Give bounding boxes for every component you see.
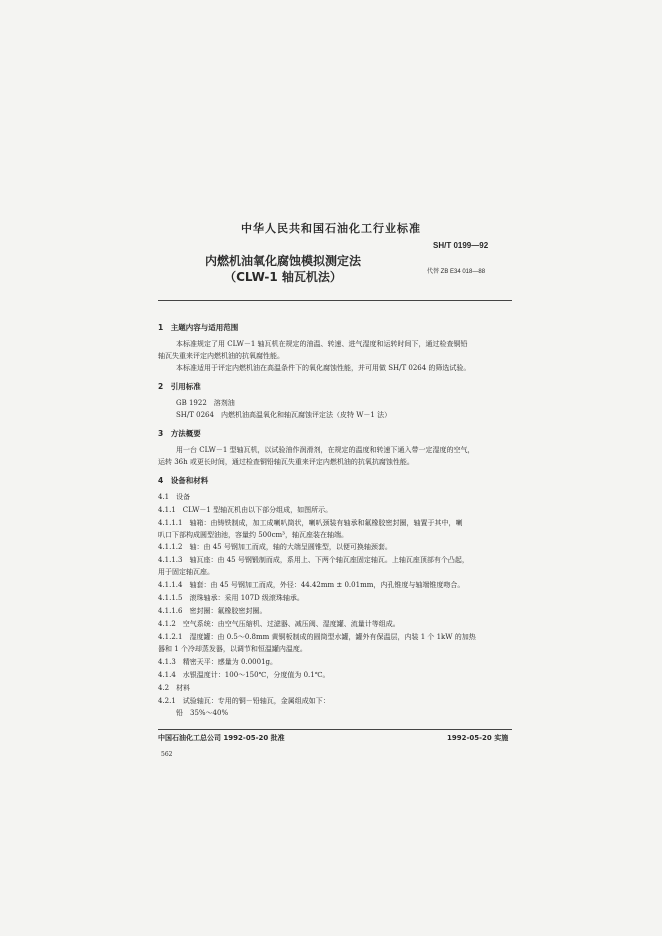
paragraph: 运转 36h 或更长时间，通过检查铜铅轴瓦失重来评定内燃机油的抗氧抗腐蚀性能。 — [158, 458, 414, 466]
section-1-heading: 1 主题内容与适用范围 — [158, 323, 239, 332]
paragraph: 本标准规定了用 CLW－1 轴瓦机在规定的油温、转速、进气湿度和运转时间下，通过检查铜铅 — [176, 340, 468, 348]
document-subtitle: （CLW-1 轴瓦机法） — [224, 270, 342, 284]
page-number: 562 — [161, 751, 173, 758]
section-3-heading: 3 方法概要 — [158, 429, 201, 438]
composition-item: 铅 35%～40% — [176, 709, 229, 717]
clause: 4.1.1 CLW－1 型轴瓦机由以下部分组成，如图所示。 — [158, 506, 333, 514]
section-4-heading: 4 设备和材料 — [158, 476, 209, 485]
clause: 4.1.1.3 轴瓦座：由 45 号钢锻制而成，系用上、下两个轴瓦座固定轴瓦。上轴瓦座顶部有个凸起， — [158, 556, 469, 564]
clause: 4.1.1.4 轴套：由 45 号钢加工而成，外径：44.42mm ± 0.01mm，内孔锥度与轴端锥度吻合。 — [158, 581, 465, 589]
clause: 4.1.1.1 轴箱：由铸铁制成，加工成喇叭筒状，喇叭颈装有轴承和氟橡胶密封圈，轴置于其中，喇 — [158, 519, 463, 527]
clause: 用于固定轴瓦座。 — [158, 568, 214, 576]
approval-notice: 中国石油化工总公司 1992-05-20 批准 — [158, 734, 285, 742]
section-2-heading: 2 引用标准 — [158, 382, 201, 391]
clause: 4.1.1.6 密封圈：氟橡胶密封圈。 — [158, 607, 267, 615]
implementation-notice: 1992-05-20 实施 — [447, 734, 509, 742]
clause: 4.1.2.1 湿度罐：由 0.5～0.8mm 黄铜板制成的圆筒型水罐，罐外有保温层，内装 1 个 1kW 的加热 — [158, 633, 476, 641]
industry-standard-header: 中华人民共和国石油化工行业标准 — [241, 222, 421, 235]
standard-number: SH/T 0199—92 — [433, 241, 489, 250]
header-divider — [158, 300, 512, 301]
replaces-standard: 代替 ZB E34 018—88 — [427, 269, 486, 275]
clause: 4.1 设备 — [158, 493, 191, 501]
clause: 4.1.4 水银温度计：100～150℃，分度值为 0.1℃。 — [158, 671, 330, 679]
paragraph: 用一台 CLW－1 型轴瓦机，以试验油作润滑剂，在规定的温度和转速下通入带一定湿度的空气， — [176, 446, 475, 454]
clause: 4.2 材料 — [158, 684, 191, 692]
clause: 4.1.3 精密天平：感量为 0.0001g。 — [158, 658, 278, 666]
paragraph: 轴瓦失重来评定内燃机油的抗氧腐性能。 — [158, 352, 284, 360]
document-title: 内燃机油氧化腐蚀模拟测定法 — [204, 254, 361, 268]
clause: 器和 1 个冷却蒸发器，以调节和恒温罐内温度。 — [158, 645, 307, 653]
footer-divider — [158, 729, 512, 730]
clause: 叭口下部构成圆型油池，容量约 500cm³，轴瓦座装在轴端。 — [158, 531, 348, 539]
clause: 4.1.1.5 滚珠轴承：采用 107D 级滚珠轴承。 — [158, 594, 304, 602]
clause: 4.1.1.2 轴：由 45 号钢加工而成，轴的大端呈圆锥型，以便可换轴颈套。 — [158, 543, 392, 551]
clause: 4.1.2 空气系统：由空气压缩机、过滤器、减压阀、湿度罐、流量计等组成。 — [158, 620, 400, 628]
reference-item: SH/T 0264 内燃机油高温氧化和轴瓦腐蚀评定法（皮特 W－1 法） — [176, 411, 392, 419]
reference-item: GB 1922 溶剂油 — [176, 399, 235, 407]
paragraph: 本标准适用于评定内燃机油在高温条件下的氧化腐蚀性能，并可用做 SH/T 0264 的筛选试验。 — [176, 364, 471, 372]
clause: 4.2.1 试验轴瓦：专用的铜－铅轴瓦，金属组成如下： — [158, 697, 330, 705]
